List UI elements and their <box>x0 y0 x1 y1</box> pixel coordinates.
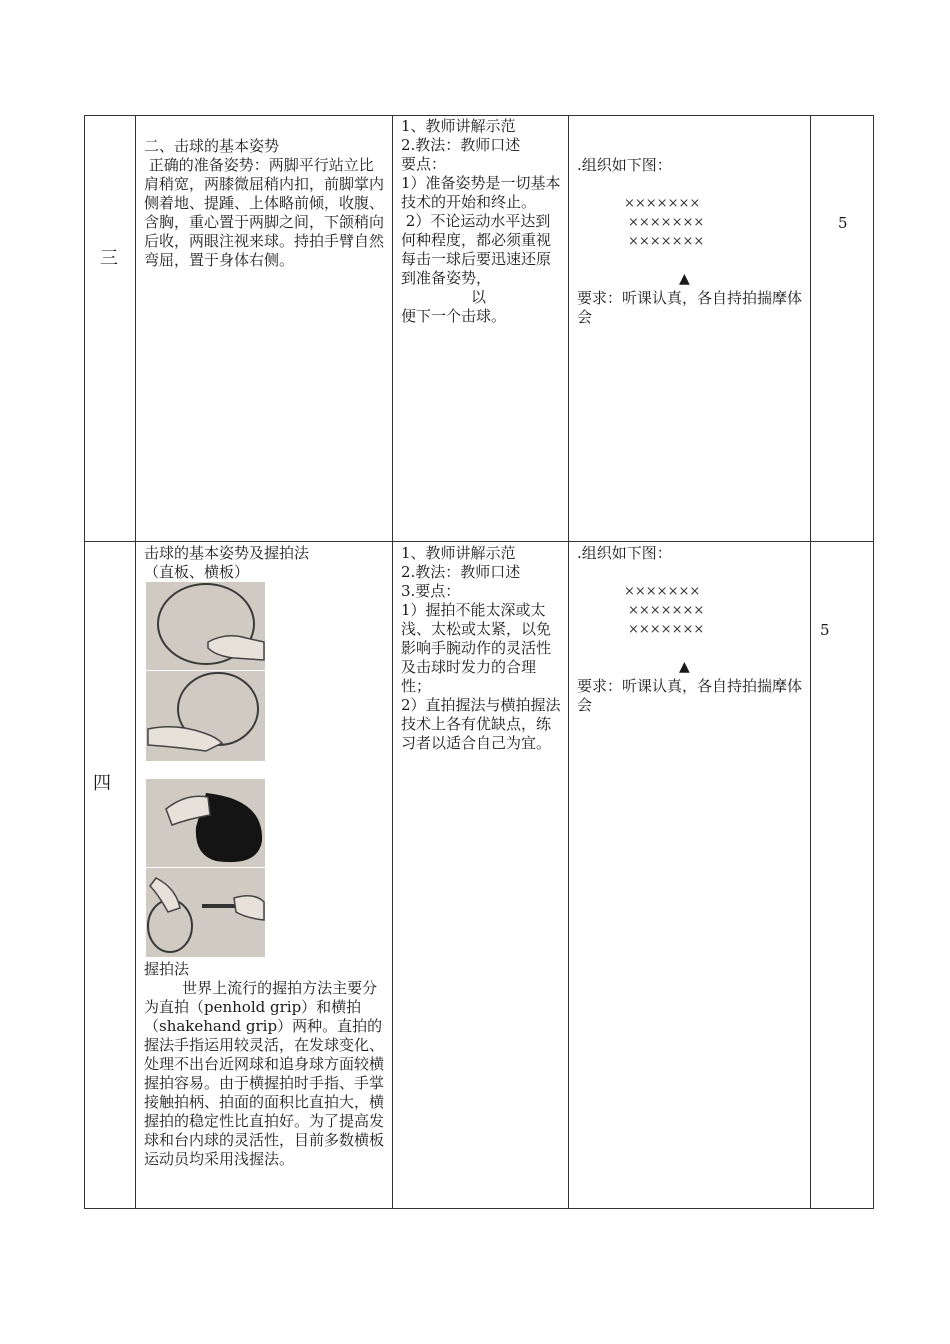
method-line: 2）直拍握法与横拍握法技术上各有优缺点，练习者以适合自己为宜。 <box>401 696 561 752</box>
section-title: 击球的基本姿势及握拍法 <box>144 544 310 562</box>
method-line: 2.教法：教师口述 <box>401 563 521 581</box>
penhold-grip-photo-1 <box>146 582 265 670</box>
section-subtitle: （直板、横板） <box>144 563 250 581</box>
row-number: 四 <box>93 773 111 794</box>
method-cell <box>401 117 565 326</box>
table-border <box>84 1208 874 1209</box>
formation-row: ××××××× <box>628 622 705 637</box>
row-number: 三 <box>100 248 118 269</box>
method-line: 1、教师讲解示范 <box>401 544 516 562</box>
method-line: 3.要点： <box>401 582 461 600</box>
grip-section <box>144 960 384 1169</box>
time-cell: 5 <box>838 214 848 232</box>
method-line: 2）不论运动水平达到何种程度，都必须重视每击一球后要迅速还原到准备姿势， <box>401 212 552 287</box>
grip-heading: 握拍法 <box>144 960 190 978</box>
method-line: 1、教师讲解示范 <box>401 117 516 135</box>
method-line: 便下一个击球。 <box>401 307 507 325</box>
method-line: 2.教法：教师口述 <box>401 136 521 154</box>
method-line: 以 <box>471 288 487 306</box>
penhold-grip-photo-2 <box>146 671 265 761</box>
time-cell: 5 <box>820 621 830 639</box>
teacher-marker: ▲ <box>679 659 690 675</box>
organization-title: .组织如下图： <box>577 544 672 562</box>
shakehand-grip-photo-2 <box>146 868 265 957</box>
formation-row: ××××××× <box>628 234 705 249</box>
formation-row: ××××××× <box>628 215 705 230</box>
table-border <box>84 115 85 1209</box>
table-border <box>568 115 569 1209</box>
table-border <box>392 115 393 1209</box>
method-line: 1）准备姿势是一切基本技术的开始和终止。 <box>401 174 561 211</box>
formation-row: ××××××× <box>624 196 701 211</box>
table-border <box>873 115 874 1209</box>
method-line: 要点： <box>401 155 447 173</box>
table-border <box>135 115 136 1209</box>
shakehand-grip-photo-1 <box>146 779 265 867</box>
table-border <box>84 541 874 542</box>
content-cell <box>144 137 384 270</box>
teacher-marker: ▲ <box>679 271 690 287</box>
formation-row: ××××××× <box>624 584 701 599</box>
method-cell <box>401 544 565 753</box>
content-text: 世界上流行的握拍方法主要分为直拍（penhold grip）和横拍（shakehand grip）两种。直拍的握法手指运用较灵活，在发球变化、处理不出台近网球和追身球方面较横握拍容易。由于横握拍时手指、手掌接触拍柄、拍面的面积比直拍大，横握拍的稳定性比直拍好。为了提高发球和台内球的灵活性，目前多数横板运动员均采用浅握法。 <box>144 979 385 1168</box>
content-cell <box>144 544 384 582</box>
organization-title: .组织如下图： <box>577 156 672 174</box>
table-border <box>810 115 811 1209</box>
organization-cell <box>577 156 809 327</box>
section-title: 二、击球的基本姿势 <box>144 137 280 155</box>
table-border <box>84 115 874 116</box>
requirement-text: 要求：听课认真，各自持拍揣摩体会 <box>577 677 803 714</box>
organization-cell <box>577 544 809 715</box>
method-line: 1）握拍不能太深或太浅、太松或太紧，以免影响手腕动作的灵活性及击球时发力的合理性； <box>401 601 552 695</box>
requirement-text: 要求：听课认真，各自持拍揣摩体会 <box>577 289 803 326</box>
content-text: 正确的准备姿势：两脚平行站立比肩稍宽，两膝微屈稍内扣，前脚掌内侧着地、提踵、上体略前倾，收腹、含胸，重心置于两脚之间，下颌稍向后收，两眼注视来球。持拍手臂自然弯屈，置于身体右侧。 <box>144 156 385 269</box>
formation-row: ××××××× <box>628 603 705 618</box>
